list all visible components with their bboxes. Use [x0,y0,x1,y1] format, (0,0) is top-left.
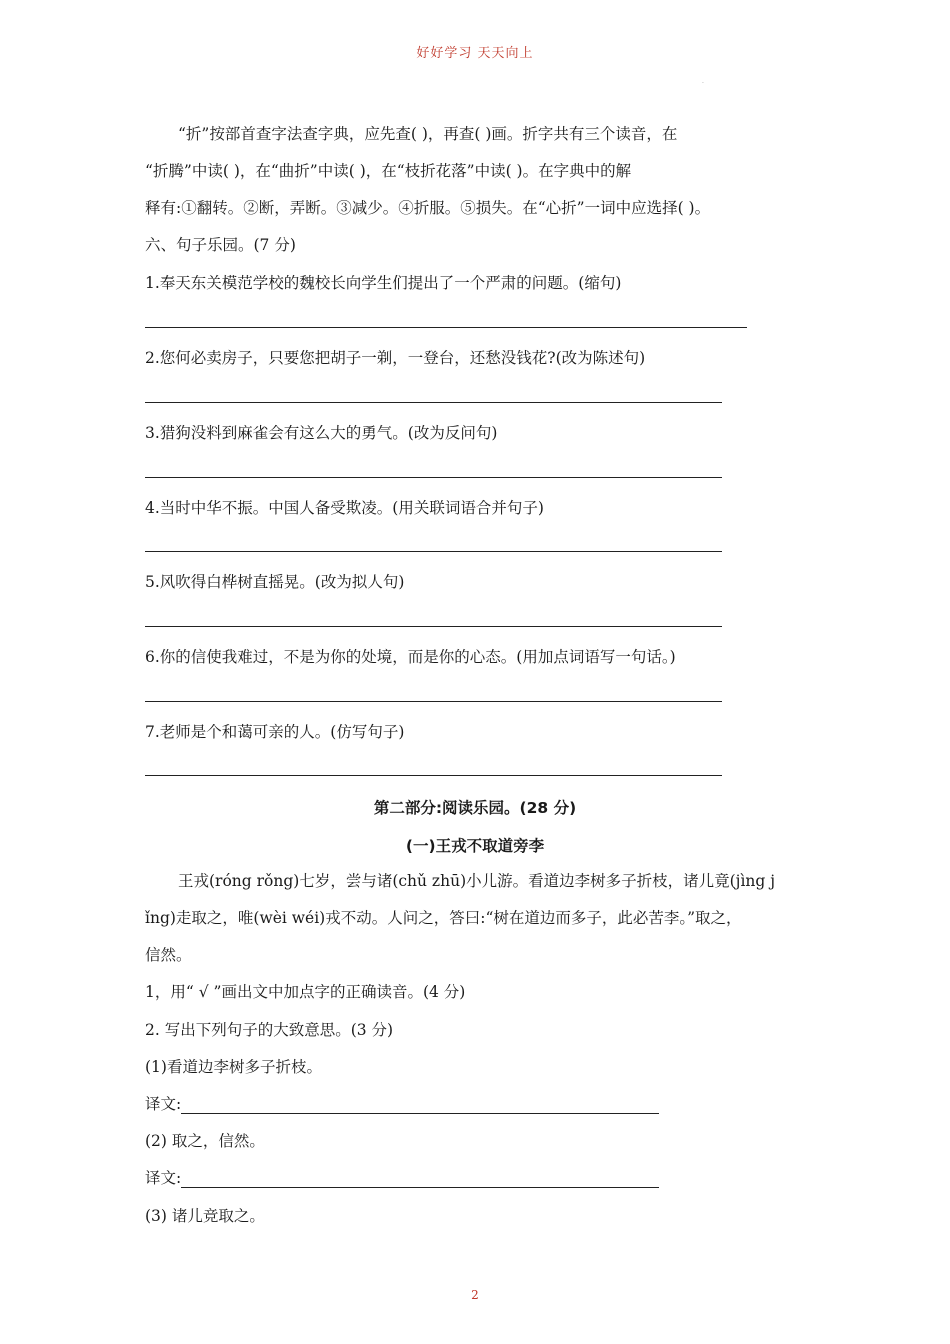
dict-para-line-2: “折腾”中读( )，在“曲折”中读( )，在“枝折花落”中读( )。在字典中的解 [145,162,632,180]
translation-input-2[interactable] [181,1169,659,1188]
translation-row-2 [145,1168,659,1188]
passage-line-2: ǐng)走取之，唯(wèi wéi)戎不动。人问之，答曰:“树在道边而多子，此必苦李。”取之， [145,909,742,927]
passage-line-1: 王戎(róng rǒng)七岁，尝与诸(chǔ zhū)小儿游。看道边李树多子折枝，诸儿竟(jìng j [178,872,776,890]
header-dot: . [702,78,704,85]
question-item-3: 3.猎狗没料到麻雀会有这么大的勇气。(改为反问句) [145,424,498,442]
part-2-title: 第二部分:阅读乐园。(28 分) [373,799,577,817]
sub-question-2: (2) 取之，信然。 [145,1132,265,1150]
answer-line-1[interactable] [145,327,747,328]
question-item-6: 6.你的信使我难过，不是为你的处境，而是你的心态。(用加点词语写一句话。) [145,648,676,666]
answer-line-4[interactable] [145,551,722,552]
question-item-4: 4.当时中华不振。中国人备受欺凌。(用关联词语合并句子) [145,499,544,517]
question-item-7: 7.老师是个和蔼可亲的人。(仿写句子) [145,723,405,741]
answer-line-6[interactable] [145,701,722,702]
sub-question-1: (1)看道边李树多子折枝。 [145,1058,322,1076]
passage-line-3: 信然。 [145,946,192,964]
translation-label: 译文: [145,1095,182,1113]
question-item-1: 1.奉天东关模范学校的魏校长向学生们提出了一个严肃的问题。(缩句) [145,274,622,292]
translation-input-1[interactable] [181,1095,659,1114]
dict-para-line-1: “折”按部首查字法查字典，应先查( )，再查( )画。折字共有三个读音，在 [178,125,678,143]
question-item-5: 5.风吹得白桦树直摇晃。(改为拟人句) [145,573,405,591]
dict-para-line-3: 释有:①翻转。②断，弄断。③减少。④折服。⑤损失。在“心折”一词中应选择( )。 [145,199,711,217]
answer-line-2[interactable] [145,402,722,403]
page-header: 好好学习 天天向上 [416,46,534,61]
translation-label: 译文: [145,1169,182,1187]
answer-line-3[interactable] [145,477,722,478]
sub-question-3: (3) 诸儿竞取之。 [145,1207,265,1225]
translation-row-1 [145,1094,659,1114]
answer-line-7[interactable] [145,775,722,776]
question-2: 2. 写出下列句子的大致意思。(3 分) [145,1021,394,1039]
answer-line-5[interactable] [145,626,722,627]
page-number: 2 [471,1288,479,1302]
question-item-2: 2.您何必卖房子，只要您把胡子一剃，一登台，还愁没钱花?(改为陈述句) [145,349,646,367]
question-1: 1，用“ √ ”画出文中加点字的正确读音。(4 分) [145,983,466,1001]
section-6-title: 六、句子乐园。(7 分) [145,236,296,254]
passage-title: (一)王戎不取道旁李 [405,837,545,855]
